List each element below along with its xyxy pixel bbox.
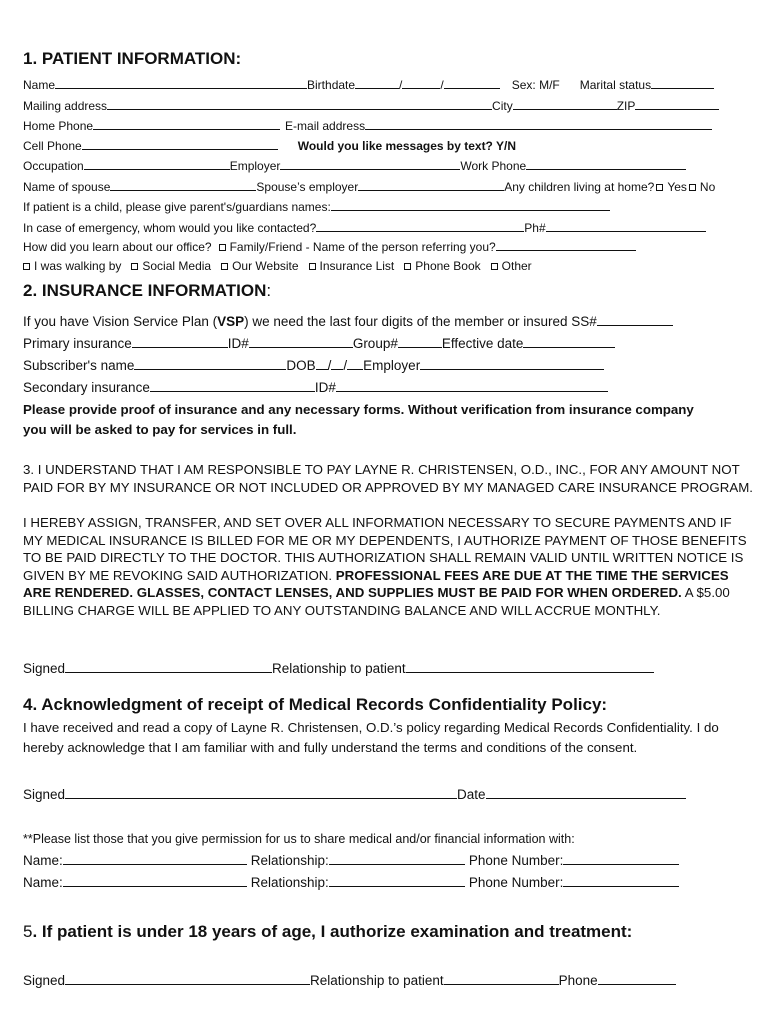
dob-month-field[interactable]: [316, 357, 328, 370]
subscriber-label: Subscriber's name: [23, 358, 135, 373]
text-question: Would you like messages by text? Y/N: [297, 139, 517, 153]
spouse-field[interactable]: [110, 178, 256, 191]
vsp-pre: If you have Vision Service Plan (: [23, 314, 218, 329]
group-label: Group#: [352, 336, 398, 351]
emergency-row: [23, 219, 706, 235]
permission-row-2: [23, 874, 679, 890]
subscriber-employer-field[interactable]: [420, 357, 604, 370]
permission-relationship-field[interactable]: [329, 852, 465, 865]
source-label: Phone Book: [415, 259, 481, 273]
dob-year-field[interactable]: [347, 357, 363, 370]
name-field[interactable]: [55, 76, 307, 89]
section-5-heading: [23, 922, 632, 942]
mailing-label: Mailing address: [23, 99, 108, 113]
walking-checkbox[interactable]: [23, 263, 30, 270]
source-label: Social Media: [142, 259, 212, 273]
secondary-field[interactable]: [150, 379, 315, 392]
section-5-number: 5: [23, 922, 33, 941]
vsp-post: ) we need the last four digits of the member or insured SS#: [244, 314, 597, 329]
fees-text: PROFESSIONAL FEES ARE DUE AT THE TIME THE SERVICES ARE RENDERED. GLASSES, CONTACT LENSES, AND SUPPLIES MUST BE PAID FOR WHEN ORDERED.: [23, 567, 729, 600]
email-field[interactable]: [365, 117, 712, 130]
signature-field[interactable]: [65, 972, 310, 985]
email-label: E-mail address: [285, 119, 366, 133]
subscriber-row: [23, 357, 604, 373]
source-label: I was walking by: [34, 259, 122, 273]
vsp: VSP: [217, 314, 245, 329]
employer-field[interactable]: [280, 157, 460, 170]
home-phone-row: [23, 117, 712, 133]
relationship-label: Relationship to patient: [272, 661, 406, 676]
mailing-row: [23, 97, 719, 113]
billing-text: A $5.00 BILLING CHARGE WILL BE APPLIED TO ANY OUTSTANDING BALANCE AND WILL ACCRUE MONTHLY.: [23, 585, 730, 618]
family-label: Family/Friend - Name of the person referring you?: [229, 240, 496, 254]
ss-field[interactable]: [597, 313, 673, 326]
permission-row-1: [23, 852, 679, 868]
id-label: ID#: [314, 380, 336, 395]
city-label: City: [492, 99, 513, 113]
permission-relationship-field[interactable]: [329, 874, 465, 887]
colon: :: [266, 281, 272, 300]
zip-label: ZIP: [616, 99, 636, 113]
subscriber-field[interactable]: [134, 357, 286, 370]
relationship-label: Relationship:: [250, 853, 329, 868]
marital-field[interactable]: [651, 76, 714, 89]
children-label: Any children living at home?: [504, 180, 655, 194]
effective-field[interactable]: [523, 335, 615, 348]
id-label: ID#: [227, 336, 249, 351]
signed-label: Signed: [23, 973, 66, 988]
section-3-paragraph-1: 3. I UNDERSTAND THAT I AM RESPONSIBLE TO PAY LAYNE R. CHRISTENSEN, O.D., INC., FOR ANY AMOUNT NOT PAID FOR BY MY INSURANCE OR NOT INCLUDED OR APPROVED BY MY MANAGED CARE INSURANCE PROGRAM.: [23, 462, 753, 495]
source-row: [21, 259, 532, 273]
relationship-field[interactable]: [444, 972, 559, 985]
spouse-label: Name of spouse: [23, 180, 111, 194]
primary-field[interactable]: [132, 335, 228, 348]
relationship-label: Relationship:: [250, 875, 329, 890]
cell-phone-label: Cell Phone: [23, 139, 82, 153]
proof-line-2: you will be asked to pay for services in full.: [23, 422, 297, 437]
primary-label: Primary insurance: [23, 336, 132, 351]
child-label: If patient is a child, please give parent's/guardians names:: [23, 200, 331, 214]
marital-label: Marital status: [579, 78, 652, 92]
date-field[interactable]: [486, 786, 686, 799]
family-checkbox[interactable]: [219, 244, 226, 251]
spouse-row: [23, 178, 715, 194]
phone-book-checkbox[interactable]: [404, 263, 411, 270]
signed-row-4: [23, 786, 686, 802]
section-3-paragraph-2: [23, 514, 753, 619]
no-label: No: [699, 180, 716, 194]
relationship-label: Relationship to patient: [310, 973, 444, 988]
section-2-heading: [23, 281, 271, 301]
primary-row: [23, 335, 615, 351]
relationship-field[interactable]: [406, 660, 654, 673]
cell-phone-row: [23, 137, 516, 153]
phone-label: Phone Number:: [468, 853, 564, 868]
primary-id-field[interactable]: [249, 335, 353, 348]
group-field[interactable]: [398, 335, 442, 348]
effective-label: Effective date: [441, 336, 524, 351]
employer-label: Employer: [363, 358, 421, 373]
emergency-phone-field[interactable]: [546, 219, 706, 232]
name-label: Name:: [23, 853, 63, 868]
spouse-employer-label: Spouse’s employer: [256, 180, 359, 194]
section-5-title: . If patient is under 18 years of age, I authorize examination and treatment:: [32, 922, 633, 941]
vsp-row: [23, 313, 673, 329]
phone-label: Phone: [558, 973, 598, 988]
name-row: [23, 76, 714, 92]
home-phone-field[interactable]: [93, 117, 280, 130]
mailing-field[interactable]: [107, 97, 492, 110]
name-label: Name: [23, 78, 56, 92]
date-label: Date: [457, 787, 486, 802]
dob-label: DOB: [286, 358, 316, 373]
slash: /: [343, 358, 348, 373]
referral-field[interactable]: [496, 238, 636, 251]
slash: /: [440, 78, 444, 92]
social-media-checkbox[interactable]: [131, 263, 138, 270]
section-4-body: I have received and read a copy of Layne R. Christensen, O.D.’s policy regarding Medical Records Confidentiality. I do hereby acknowledge that I am familiar with and fully understand the terms and conditions of the consent.: [23, 720, 719, 755]
occupation-row: [23, 157, 686, 173]
emergency-label: In case of emergency, whom would you like contacted?: [23, 221, 317, 235]
cell-phone-field[interactable]: [82, 137, 278, 150]
signed-label: Signed: [23, 661, 66, 676]
work-phone-field[interactable]: [526, 157, 686, 170]
ph-label: Ph#: [524, 221, 546, 235]
occupation-field[interactable]: [84, 157, 230, 170]
name-label: Name:: [23, 875, 63, 890]
slash: /: [327, 358, 332, 373]
guardian-field[interactable]: [331, 198, 610, 211]
occupation-label: Occupation: [23, 159, 84, 173]
home-phone-label: Home Phone: [23, 119, 94, 133]
section-4-heading: 4. Acknowledgment of receipt of Medical Records Confidentiality Policy:: [23, 695, 608, 714]
insurance-list-checkbox[interactable]: [309, 263, 316, 270]
permission-name-field[interactable]: [63, 874, 247, 887]
birth-day-field[interactable]: [402, 76, 440, 89]
secondary-row: [23, 379, 608, 395]
permission-phone-field[interactable]: [563, 874, 679, 887]
birthdate-label: Birthdate: [307, 78, 356, 92]
phone-field[interactable]: [598, 972, 676, 985]
phone-label: Phone Number:: [468, 875, 564, 890]
work-phone-label: Work Phone: [460, 159, 527, 173]
signed-row-5: [23, 972, 676, 988]
birth-year-field[interactable]: [444, 76, 500, 89]
child-row: [23, 198, 610, 214]
learn-label: How did you learn about our office?: [23, 240, 212, 254]
learn-row: [23, 238, 636, 254]
dob-day-field[interactable]: [331, 357, 343, 370]
section-1-heading: 1. PATIENT INFORMATION:: [23, 49, 242, 68]
emergency-field[interactable]: [316, 219, 524, 232]
signed-label: Signed: [23, 787, 66, 802]
other-checkbox[interactable]: [491, 263, 498, 270]
source-label: Other: [501, 259, 532, 273]
birth-month-field[interactable]: [355, 76, 399, 89]
secondary-id-field[interactable]: [336, 379, 608, 392]
city-field[interactable]: [513, 97, 617, 110]
signature-field[interactable]: [65, 786, 457, 799]
signature-field[interactable]: [65, 660, 272, 673]
section-2-title: 2. INSURANCE INFORMATION: [23, 281, 267, 300]
signed-row-3: [23, 660, 654, 676]
permission-name-field[interactable]: [63, 852, 247, 865]
spouse-employer-field[interactable]: [358, 178, 504, 191]
secondary-label: Secondary insurance: [23, 380, 150, 395]
source-label: Our Website: [232, 259, 299, 273]
children-no-checkbox[interactable]: [689, 184, 696, 191]
source-label: Insurance List: [319, 259, 395, 273]
employer-label: Employer: [229, 159, 281, 173]
assignment-text: I HEREBY ASSIGN, TRANSFER, AND SET OVER ALL INFORMATION NECESSARY TO SECURE PAYMENTS AND IF MY MEDICAL INSURANCE IS BILLED FOR ME OR MY DEPENDENTS, I AUTHORIZE PAYMENT OF THOSE BENEFITS TO BE PAID DIRECTLY TO THE DOCTOR. THIS AUTHORIZATION SHALL REMAIN VALID UNTIL WRITTEN NOTICE IS GIVEN BY ME REVOKING SAID AUTHORIZATION.: [23, 515, 747, 583]
zip-field[interactable]: [635, 97, 719, 110]
children-yes-checkbox[interactable]: [656, 184, 663, 191]
proof-line-1: Please provide proof of insurance and any necessary forms. Without verification from insurance company: [23, 402, 694, 417]
yes-label: Yes: [667, 180, 687, 194]
website-checkbox[interactable]: [221, 263, 228, 270]
slash: /: [399, 78, 403, 92]
sex-label: Sex: M/F: [511, 78, 560, 92]
permission-text: **Please list those that you give permission for us to share medical and/or financial information with:: [23, 832, 575, 846]
permission-phone-field[interactable]: [563, 852, 679, 865]
